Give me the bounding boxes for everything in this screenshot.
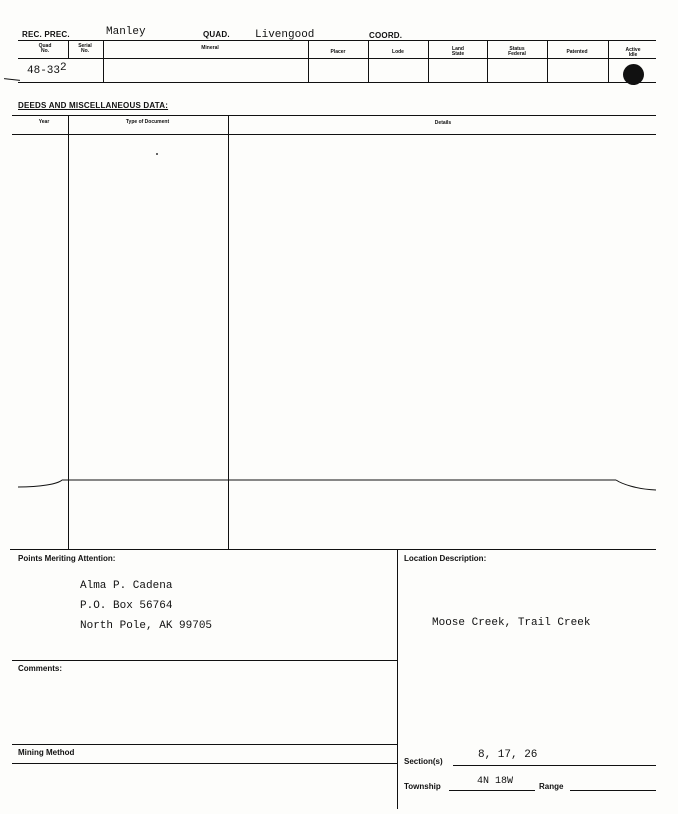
points-address1: P.O. Box 56764 xyxy=(80,600,173,612)
col-serial-no: Serial No. xyxy=(78,43,92,54)
col-sep-serial xyxy=(68,41,69,58)
location-value: Moose Creek, Trail Creek xyxy=(432,617,591,629)
points-name: Alma P. Cadena xyxy=(80,580,173,592)
col-land-state: Land State xyxy=(451,46,465,57)
col-lode: Lode xyxy=(392,49,404,55)
mining-top-rule xyxy=(12,744,397,745)
col-active-idle: Active Idle xyxy=(625,47,641,58)
section-value: 8, 17, 26 xyxy=(478,749,538,761)
col-sep-lode xyxy=(368,41,369,82)
rec-prec-value: Manley xyxy=(106,26,146,38)
stray-mark xyxy=(156,153,158,155)
deeds-details-header: Details xyxy=(434,120,452,126)
points-address2: North Pole, AK 99705 xyxy=(80,620,213,632)
col-status-federal: Status Federal xyxy=(508,46,526,57)
range-underline xyxy=(570,790,656,791)
fold-line xyxy=(0,468,678,498)
rec-prec-label: REC. PREC. xyxy=(22,30,70,39)
col-sep-placer xyxy=(308,41,309,82)
location-label: Location Description: xyxy=(404,554,487,563)
range-label: Range xyxy=(539,782,564,791)
header-column-rule xyxy=(18,58,656,59)
section-underline xyxy=(453,765,656,766)
deeds-header-rule xyxy=(12,134,656,135)
col-sep-patented xyxy=(547,41,548,82)
header-left-tail xyxy=(4,78,20,81)
lower-center-divider xyxy=(397,549,398,809)
quad-label: QUAD. xyxy=(203,30,230,39)
header-bottom-rule xyxy=(18,82,656,83)
comments-label: Comments: xyxy=(18,664,63,673)
deeds-type-header: Type of Document xyxy=(125,119,170,125)
deeds-top-rule xyxy=(12,115,656,116)
section-label: Section(s) xyxy=(404,757,443,766)
col-sep-mineral xyxy=(103,41,104,82)
quad-serial-number: 48-33 xyxy=(27,65,61,77)
township-underline xyxy=(449,790,535,791)
comments-rule xyxy=(12,660,397,661)
township-label: Township xyxy=(404,782,441,791)
col-quad-no: Quad No. xyxy=(38,43,52,54)
mining-bottom-rule xyxy=(12,763,397,764)
quad-serial-value xyxy=(27,62,67,77)
serial-suffix: 2 xyxy=(60,62,67,74)
header-top-rule xyxy=(18,40,656,41)
deeds-bottom-rule xyxy=(10,549,656,550)
township-value: 4N 18W xyxy=(477,776,514,787)
coord-label: COORD. xyxy=(369,31,403,40)
quad-value: Livengood xyxy=(255,29,315,41)
col-sep-status xyxy=(487,41,488,82)
col-sep-land xyxy=(428,41,429,82)
col-sep-active xyxy=(608,41,609,82)
mining-method-label: Mining Method xyxy=(18,748,75,757)
deeds-title: DEEDS AND MISCELLANEOUS DATA: xyxy=(18,101,169,110)
col-placer: Placer xyxy=(330,49,346,55)
active-status-dot xyxy=(623,64,644,85)
points-label: Points Meriting Attention: xyxy=(18,554,116,563)
col-mineral: Mineral xyxy=(201,45,219,51)
col-patented: Patented xyxy=(566,49,588,55)
deeds-year-header: Year xyxy=(38,119,50,125)
